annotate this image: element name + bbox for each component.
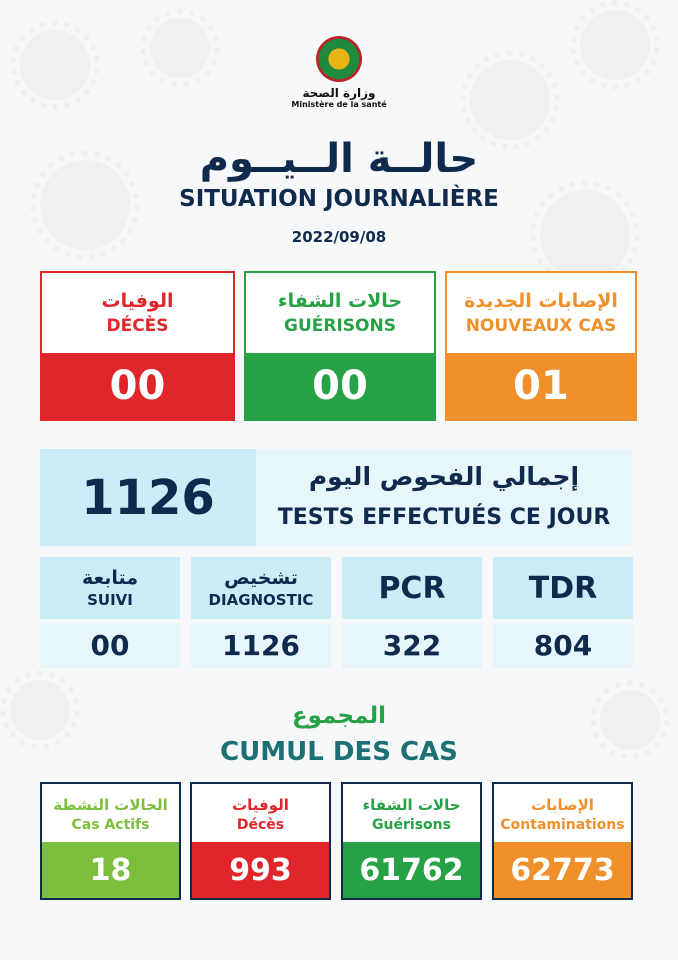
tests-suivi-label-fr: SUIVI bbox=[87, 591, 133, 609]
cumul-contaminations-card bbox=[492, 782, 633, 900]
tests-pcr-label: PCR bbox=[378, 570, 446, 606]
daily-deaths-label-ar: الوفيات bbox=[101, 290, 174, 312]
tests-tdr-label: TDR bbox=[528, 570, 598, 606]
daily-deaths-value: 00 bbox=[42, 353, 233, 419]
daily-recoveries-card bbox=[244, 271, 436, 421]
report-date: 2022/09/08 bbox=[291, 228, 387, 246]
ministry-header bbox=[0, 36, 678, 109]
cumul-recoveries-label-ar: حالات الشفاء bbox=[362, 795, 461, 814]
tests-tdr-box bbox=[493, 557, 633, 668]
cumul-deaths-label-fr: Décès bbox=[236, 816, 285, 833]
daily-deaths-label-fr: DÉCÈS bbox=[106, 316, 169, 336]
cumul-title-ar: المجموع bbox=[291, 703, 387, 729]
ministry-name-fr: Ministère de la santé bbox=[291, 100, 387, 109]
tests-label-fr: TESTS EFFECTUÉS CE JOUR bbox=[277, 505, 611, 530]
daily-new-cases-label-ar: الإصابات الجديدة bbox=[464, 290, 618, 312]
tests-suivi-label-ar: متابعة bbox=[81, 567, 139, 589]
cumul-recoveries-card bbox=[341, 782, 482, 900]
tests-diagnostic-box bbox=[191, 557, 331, 668]
daily-new-cases-card bbox=[445, 271, 637, 421]
cumul-active-value: 18 bbox=[42, 842, 179, 898]
cumul-contaminations-label-ar: الإصابات bbox=[531, 795, 594, 814]
cumul-active-cases-card bbox=[40, 782, 181, 900]
tests-label-ar: إجمالي الفحوص اليوم bbox=[308, 462, 580, 491]
cumul-title-fr: CUMUL DES CAS bbox=[220, 737, 458, 767]
cumul-contaminations-value: 62773 bbox=[494, 842, 631, 898]
cumul-deaths-value: 993 bbox=[192, 842, 329, 898]
cumul-active-label-ar: الحالات النشطة bbox=[53, 795, 168, 814]
daily-recoveries-value: 00 bbox=[246, 353, 434, 419]
cumul-active-label-fr: Cas Actifs bbox=[71, 816, 150, 833]
tests-pcr-value: 322 bbox=[342, 623, 482, 668]
tests-suivi-value: 00 bbox=[40, 623, 180, 668]
tests-tdr-value: 804 bbox=[493, 623, 633, 668]
cumul-deaths-label-ar: الوفيات bbox=[232, 795, 289, 814]
tests-diagnostic-label-fr: DIAGNOSTIC bbox=[208, 591, 314, 609]
daily-deaths-card bbox=[40, 271, 235, 421]
tests-diagnostic-value: 1126 bbox=[191, 623, 331, 668]
page-title-fr: SITUATION JOURNALIÈRE bbox=[179, 186, 499, 212]
daily-new-cases-label-fr: NOUVEAUX CAS bbox=[465, 316, 617, 336]
tests-pcr-box bbox=[342, 557, 482, 668]
daily-recoveries-label-fr: GUÉRISONS bbox=[284, 316, 396, 336]
cumul-recoveries-value: 61762 bbox=[343, 842, 480, 898]
cumul-recoveries-label-fr: Guérisons bbox=[372, 816, 451, 833]
cumul-deaths-card bbox=[190, 782, 331, 900]
page-title-ar: حالــة الــيــوم bbox=[199, 136, 479, 182]
ministry-name-ar: وزارة الصحة bbox=[302, 86, 376, 100]
tests-total-value: 1126 bbox=[40, 449, 256, 546]
daily-recoveries-label-ar: حالات الشفاء bbox=[277, 290, 403, 312]
daily-new-cases-value: 01 bbox=[447, 353, 635, 419]
ministry-seal-logo bbox=[316, 36, 362, 82]
tests-diagnostic-label-ar: تشخيص bbox=[224, 567, 298, 589]
cumul-contaminations-label-fr: Contaminations bbox=[500, 816, 625, 833]
tests-suivi-box bbox=[40, 557, 180, 668]
